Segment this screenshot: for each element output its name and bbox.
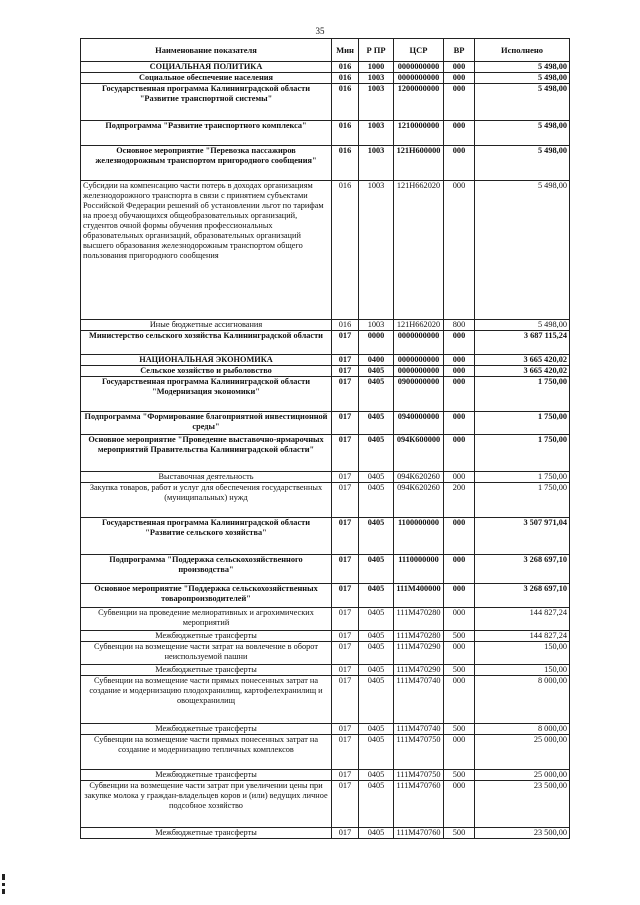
row-name: Иные бюджетные ассигнования — [81, 320, 332, 331]
table-row — [81, 584, 570, 608]
row-name: Субвенции на возмещение части затрат на вовлечение в оборот неиспользуемой пашни — [81, 642, 332, 665]
row-min: 016 — [332, 181, 359, 320]
row-executed: 3 268 697,10 — [475, 555, 570, 584]
row-min: 016 — [332, 73, 359, 84]
row-vr: 000 — [444, 84, 475, 121]
row-vr: 500 — [444, 724, 475, 735]
row-rpr: 1003 — [359, 121, 394, 146]
row-csr: 111М470760 — [394, 781, 444, 828]
row-csr: 111М470760 — [394, 828, 444, 839]
row-csr: 121Н600000 — [394, 146, 444, 181]
row-rpr: 0400 — [359, 355, 394, 366]
row-rpr: 0405 — [359, 377, 394, 412]
row-vr: 000 — [444, 331, 475, 355]
table-row — [81, 555, 570, 584]
row-executed: 25 000,00 — [475, 770, 570, 781]
row-csr: 0000000000 — [394, 355, 444, 366]
row-csr: 111М470750 — [394, 770, 444, 781]
row-min: 017 — [332, 608, 359, 631]
table-row — [81, 320, 570, 331]
row-vr: 000 — [444, 377, 475, 412]
row-rpr: 0405 — [359, 584, 394, 608]
row-min: 016 — [332, 84, 359, 121]
row-vr: 000 — [444, 735, 475, 770]
row-executed: 1 750,00 — [475, 472, 570, 483]
row-csr: 0000000000 — [394, 331, 444, 355]
row-executed: 25 000,00 — [475, 735, 570, 770]
row-rpr: 0405 — [359, 770, 394, 781]
row-vr: 000 — [444, 555, 475, 584]
row-min: 017 — [332, 642, 359, 665]
table-row — [81, 518, 570, 555]
row-executed: 144 827,24 — [475, 631, 570, 642]
row-executed: 5 498,00 — [475, 320, 570, 331]
table-row — [81, 73, 570, 84]
table-row — [81, 676, 570, 724]
row-csr: 0000000000 — [394, 366, 444, 377]
row-csr: 0000000000 — [394, 73, 444, 84]
row-vr: 000 — [444, 355, 475, 366]
row-executed: 23 500,00 — [475, 781, 570, 828]
row-rpr: 0405 — [359, 412, 394, 435]
row-executed: 1 750,00 — [475, 483, 570, 518]
row-vr: 000 — [444, 412, 475, 435]
row-rpr: 1000 — [359, 62, 394, 73]
row-rpr: 0405 — [359, 435, 394, 472]
row-csr: 094К620260 — [394, 483, 444, 518]
row-name: НАЦИОНАЛЬНАЯ ЭКОНОМИКА — [81, 355, 332, 366]
row-min: 017 — [332, 355, 359, 366]
row-min: 017 — [332, 584, 359, 608]
row-csr: 094К620260 — [394, 472, 444, 483]
row-csr: 1110000000 — [394, 555, 444, 584]
row-rpr: 1003 — [359, 146, 394, 181]
row-rpr: 0000 — [359, 331, 394, 355]
row-name: Подпрограмма "Развитие транспортного комплекса" — [81, 121, 332, 146]
row-rpr: 0405 — [359, 608, 394, 631]
table-row — [81, 355, 570, 366]
row-rpr: 0405 — [359, 665, 394, 676]
column-header-executed: Исполнено — [475, 39, 570, 62]
row-min: 017 — [332, 781, 359, 828]
table-row — [81, 146, 570, 181]
row-vr: 500 — [444, 828, 475, 839]
row-executed: 3 268 697,10 — [475, 584, 570, 608]
row-executed: 3 687 115,24 — [475, 331, 570, 355]
row-min: 017 — [332, 518, 359, 555]
table-row — [81, 181, 570, 320]
row-name: Основное мероприятие "Проведение выставочно-ярмарочных мероприятий Правительства Калининградской области" — [81, 435, 332, 472]
table-body — [81, 62, 570, 839]
table-row — [81, 665, 570, 676]
row-min: 017 — [332, 724, 359, 735]
row-vr: 000 — [444, 366, 475, 377]
row-rpr: 0405 — [359, 366, 394, 377]
row-min: 017 — [332, 555, 359, 584]
row-name: Государственная программа Калининградской области "Модернизация экономики" — [81, 377, 332, 412]
row-name: Государственная программа Калининградской области "Развитие сельского хозяйства" — [81, 518, 332, 555]
row-vr: 000 — [444, 181, 475, 320]
row-min: 017 — [332, 472, 359, 483]
table-row — [81, 377, 570, 412]
row-csr: 0000000000 — [394, 62, 444, 73]
row-csr: 1100000000 — [394, 518, 444, 555]
row-name: Субвенции на возмещение части затрат при увеличении цены при закупке молока у граждан-владельцев коров и (или) ведущих личное подсобное хозяйство — [81, 781, 332, 828]
row-min: 017 — [332, 665, 359, 676]
row-name: Государственная программа Калининградской области "Развитие транспортной системы" — [81, 84, 332, 121]
table-row — [81, 724, 570, 735]
row-vr: 000 — [444, 584, 475, 608]
row-executed: 1 750,00 — [475, 377, 570, 412]
table-row — [81, 608, 570, 631]
row-executed: 150,00 — [475, 665, 570, 676]
row-executed: 8 000,00 — [475, 676, 570, 724]
row-vr: 800 — [444, 320, 475, 331]
row-rpr: 0405 — [359, 472, 394, 483]
row-csr: 121Н662020 — [394, 181, 444, 320]
row-name: Подпрограмма "Формирование благоприятной инвестиционной среды" — [81, 412, 332, 435]
row-name: Сельское хозяйство и рыболовство — [81, 366, 332, 377]
row-csr: 111М470280 — [394, 631, 444, 642]
row-vr: 000 — [444, 781, 475, 828]
row-vr: 000 — [444, 435, 475, 472]
row-min: 017 — [332, 331, 359, 355]
row-name: Межбюджетные трансферты — [81, 828, 332, 839]
row-min: 017 — [332, 828, 359, 839]
table-row — [81, 631, 570, 642]
row-csr: 111М470740 — [394, 724, 444, 735]
row-executed: 1 750,00 — [475, 412, 570, 435]
column-header-min: Мин — [332, 39, 359, 62]
column-header-rpr: Р ПР — [359, 39, 394, 62]
row-executed: 5 498,00 — [475, 181, 570, 320]
table-row — [81, 828, 570, 839]
row-csr: 0900000000 — [394, 377, 444, 412]
row-executed: 23 500,00 — [475, 828, 570, 839]
row-rpr: 0405 — [359, 676, 394, 724]
row-rpr: 0405 — [359, 828, 394, 839]
row-min: 017 — [332, 735, 359, 770]
row-rpr: 0405 — [359, 518, 394, 555]
row-vr: 000 — [444, 146, 475, 181]
row-min: 016 — [332, 320, 359, 331]
row-csr: 111М470290 — [394, 642, 444, 665]
row-csr: 111М470280 — [394, 608, 444, 631]
row-executed: 5 498,00 — [475, 73, 570, 84]
row-rpr: 1003 — [359, 84, 394, 121]
row-executed: 144 827,24 — [475, 608, 570, 631]
row-min: 017 — [332, 366, 359, 377]
column-header-vr: ВР — [444, 39, 475, 62]
table-row — [81, 412, 570, 435]
row-csr: 121Н662020 — [394, 320, 444, 331]
row-csr: 1210000000 — [394, 121, 444, 146]
row-vr: 200 — [444, 483, 475, 518]
row-rpr: 0405 — [359, 631, 394, 642]
table-row — [81, 642, 570, 665]
row-executed: 150,00 — [475, 642, 570, 665]
row-name: Межбюджетные трансферты — [81, 770, 332, 781]
row-rpr: 0405 — [359, 735, 394, 770]
row-csr: 111М470290 — [394, 665, 444, 676]
row-min: 017 — [332, 676, 359, 724]
row-min: 016 — [332, 62, 359, 73]
row-rpr: 0405 — [359, 642, 394, 665]
row-name: Межбюджетные трансферты — [81, 724, 332, 735]
row-executed: 3 665 420,02 — [475, 355, 570, 366]
row-csr: 111М470750 — [394, 735, 444, 770]
table-row — [81, 770, 570, 781]
row-vr: 000 — [444, 472, 475, 483]
binding-marks — [2, 874, 6, 898]
table-row — [81, 735, 570, 770]
row-vr: 000 — [444, 518, 475, 555]
row-vr: 000 — [444, 676, 475, 724]
table-row — [81, 84, 570, 121]
row-min: 017 — [332, 412, 359, 435]
row-name: Социальное обеспечение населения — [81, 73, 332, 84]
row-name: Субвенции на возмещение части прямых понесенных затрат на создание и модернизацию плодохранилищ, картофелехранилищ и овощехранилищ — [81, 676, 332, 724]
column-header-name: Наименование показателя — [81, 39, 332, 62]
row-name: Министерство сельского хозяйства Калининградской области — [81, 331, 332, 355]
table-row — [81, 435, 570, 472]
row-vr: 500 — [444, 770, 475, 781]
row-min: 016 — [332, 121, 359, 146]
row-rpr: 0405 — [359, 555, 394, 584]
table-row — [81, 483, 570, 518]
table-row — [81, 781, 570, 828]
row-min: 016 — [332, 146, 359, 181]
row-rpr: 0405 — [359, 483, 394, 518]
row-vr: 000 — [444, 73, 475, 84]
table-row — [81, 472, 570, 483]
budget-execution-table — [80, 38, 570, 839]
row-vr: 000 — [444, 642, 475, 665]
row-executed: 1 750,00 — [475, 435, 570, 472]
row-name: Выставочная деятельность — [81, 472, 332, 483]
row-executed: 3 665 420,02 — [475, 366, 570, 377]
table-row — [81, 121, 570, 146]
row-name: Межбюджетные трансферты — [81, 631, 332, 642]
row-rpr: 0405 — [359, 724, 394, 735]
row-executed: 5 498,00 — [475, 62, 570, 73]
row-csr: 0940000000 — [394, 412, 444, 435]
row-csr: 111М400000 — [394, 584, 444, 608]
row-vr: 500 — [444, 665, 475, 676]
row-min: 017 — [332, 435, 359, 472]
table-row — [81, 366, 570, 377]
row-rpr: 1003 — [359, 181, 394, 320]
row-name: СОЦИАЛЬНАЯ ПОЛИТИКА — [81, 62, 332, 73]
column-header-csr: ЦСР — [394, 39, 444, 62]
row-name: Субсидии на компенсацию части потерь в доходах организациям железнодорожного транспорта в связи с принятием субъектами Российской Федерации решений об установлении льгот по тарифам на проезд обучающихся общеобразовательных организаций, студентов очной формы обучения профессиональных образовательных организаций, образовательных организаций высшего образования железнодорожным транспортом общего пользования пригородного сообщения — [81, 181, 332, 320]
row-csr: 094К600000 — [394, 435, 444, 472]
table-row — [81, 62, 570, 73]
row-vr: 500 — [444, 631, 475, 642]
row-min: 017 — [332, 770, 359, 781]
row-vr: 000 — [444, 121, 475, 146]
row-name: Субвенции на возмещение части прямых понесенных затрат на создание и модернизацию тепличных комплексов — [81, 735, 332, 770]
row-name: Подпрограмма "Поддержка сельскохозяйственного производства" — [81, 555, 332, 584]
row-name: Субвенции на проведение мелиоративных и агрохимических мероприятий — [81, 608, 332, 631]
row-vr: 000 — [444, 608, 475, 631]
row-rpr: 1003 — [359, 320, 394, 331]
row-rpr: 0405 — [359, 781, 394, 828]
page-number: 35 — [315, 26, 325, 36]
row-min: 017 — [332, 377, 359, 412]
row-name: Основное мероприятие "Поддержка сельскохозяйственных товаропроизводителей" — [81, 584, 332, 608]
row-executed: 5 498,00 — [475, 121, 570, 146]
row-csr: 111М470740 — [394, 676, 444, 724]
row-csr: 1200000000 — [394, 84, 444, 121]
row-min: 017 — [332, 483, 359, 518]
row-rpr: 1003 — [359, 73, 394, 84]
table-header-row — [81, 39, 570, 62]
row-name: Закупка товаров, работ и услуг для обеспечения государственных (муниципальных) нужд — [81, 483, 332, 518]
row-executed: 5 498,00 — [475, 84, 570, 121]
row-name: Основное мероприятие "Перевозка пассажиров железнодорожным транспортом пригородного сообщения" — [81, 146, 332, 181]
row-vr: 000 — [444, 62, 475, 73]
row-executed: 3 507 971,04 — [475, 518, 570, 555]
row-min: 017 — [332, 631, 359, 642]
row-executed: 8 000,00 — [475, 724, 570, 735]
table-row — [81, 331, 570, 355]
row-executed: 5 498,00 — [475, 146, 570, 181]
row-name: Межбюджетные трансферты — [81, 665, 332, 676]
